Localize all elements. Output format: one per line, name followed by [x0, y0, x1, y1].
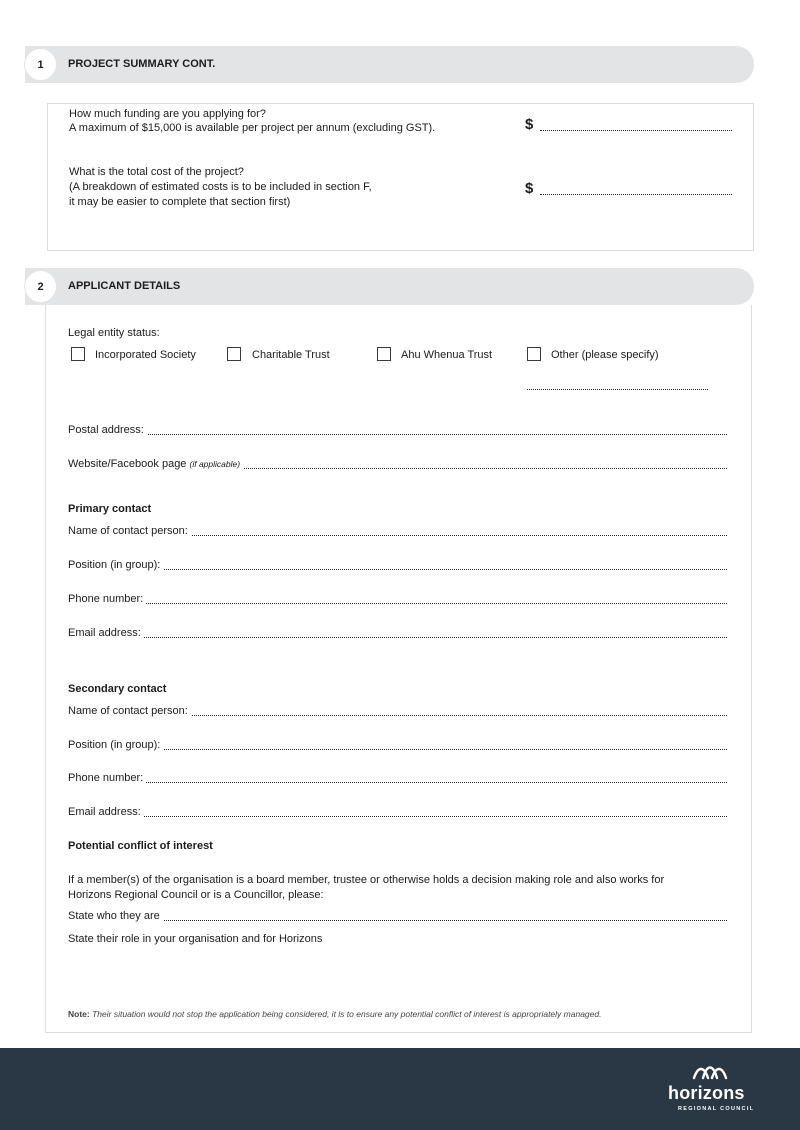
checkbox-charitable-trust[interactable]	[227, 347, 241, 361]
website-label: Website/Facebook page	[68, 458, 187, 470]
note	[68, 1007, 601, 1021]
cost-question-detail-1: (A breakdown of estimated costs is to be included in section F,	[69, 181, 372, 193]
secondary-phone-label: Phone number:	[68, 771, 146, 785]
logo-subtitle: REGIONAL COUNCIL	[678, 1106, 755, 1112]
conflict-heading: Potential conflict of interest	[68, 840, 213, 852]
option-ahu-whenua-trust: Ahu Whenua Trust	[401, 349, 493, 361]
cost-question-detail-2: it may be easier to complete that section first)	[69, 196, 291, 208]
primary-phone-label: Phone number:	[68, 592, 146, 606]
conflict-text-2: Horizons Regional Council or is a Councillor, please:	[68, 889, 324, 901]
section-1-title: PROJECT SUMMARY CONT.	[68, 58, 216, 70]
note-text: Their situation would not stop the application being considered, it is to ensure any potential conflict of interest is appropriately managed.	[92, 1009, 602, 1019]
primary-name-label: Name of contact person:	[68, 524, 191, 538]
primary-position-field[interactable]	[68, 569, 727, 570]
website-note: (if applicable)	[189, 459, 241, 469]
cost-question: What is the total cost of the project?	[69, 166, 244, 178]
note-label: Note:	[68, 1009, 90, 1019]
funding-question-detail: A maximum of $15,000 is available per project per annum (excluding GST).	[69, 122, 436, 134]
primary-contact-heading: Primary contact	[68, 503, 152, 515]
section-1-header	[25, 46, 754, 83]
state-who-label: State who they are	[68, 909, 163, 923]
section-2-header	[25, 268, 754, 305]
section-1-number: 1	[25, 49, 56, 80]
state-role-label: State their role in your organisation and for Horizons	[68, 933, 323, 945]
secondary-name-label: Name of contact person:	[68, 704, 191, 718]
postal-address-label: Postal address:	[68, 423, 147, 437]
funding-amount-field[interactable]	[540, 130, 732, 131]
secondary-email-label: Email address:	[68, 805, 144, 819]
state-who-field[interactable]	[68, 920, 727, 921]
checkbox-ahu-whenua-trust[interactable]	[377, 347, 391, 361]
primary-email-field[interactable]	[68, 637, 727, 638]
section-2-number: 2	[25, 271, 56, 302]
secondary-email-field[interactable]	[68, 816, 727, 817]
funding-question: How much funding are you applying for?	[69, 108, 266, 120]
funding-currency: $	[525, 116, 534, 133]
other-specify-field[interactable]	[527, 389, 708, 390]
conflict-text-1: If a member(s) of the organisation is a board member, trustee or otherwise holds a decision making role and also works for	[68, 874, 665, 886]
logo-wordmark: horizons	[668, 1083, 745, 1103]
secondary-phone-field[interactable]	[68, 782, 727, 783]
secondary-position-label: Position (in group):	[68, 738, 163, 752]
option-other: Other (please specify)	[551, 349, 659, 361]
primary-email-label: Email address:	[68, 626, 144, 640]
secondary-contact-heading: Secondary contact	[68, 683, 167, 695]
secondary-position-field[interactable]	[68, 749, 727, 750]
primary-phone-field[interactable]	[68, 603, 727, 604]
section-2-panel	[45, 305, 752, 1033]
total-cost-field[interactable]	[540, 194, 732, 195]
checkbox-other[interactable]	[527, 347, 541, 361]
option-charitable-trust: Charitable Trust	[252, 349, 330, 361]
horizons-logo-icon	[692, 1060, 728, 1082]
legal-entity-label: Legal entity status:	[68, 327, 160, 339]
checkbox-incorporated-society[interactable]	[71, 347, 85, 361]
section-2-title: APPLICANT DETAILS	[68, 280, 181, 292]
primary-position-label: Position (in group):	[68, 558, 163, 572]
postal-address-field[interactable]	[68, 434, 727, 435]
option-incorporated-society: Incorporated Society	[95, 349, 196, 361]
website-label-group	[68, 457, 243, 471]
cost-currency: $	[525, 180, 534, 197]
